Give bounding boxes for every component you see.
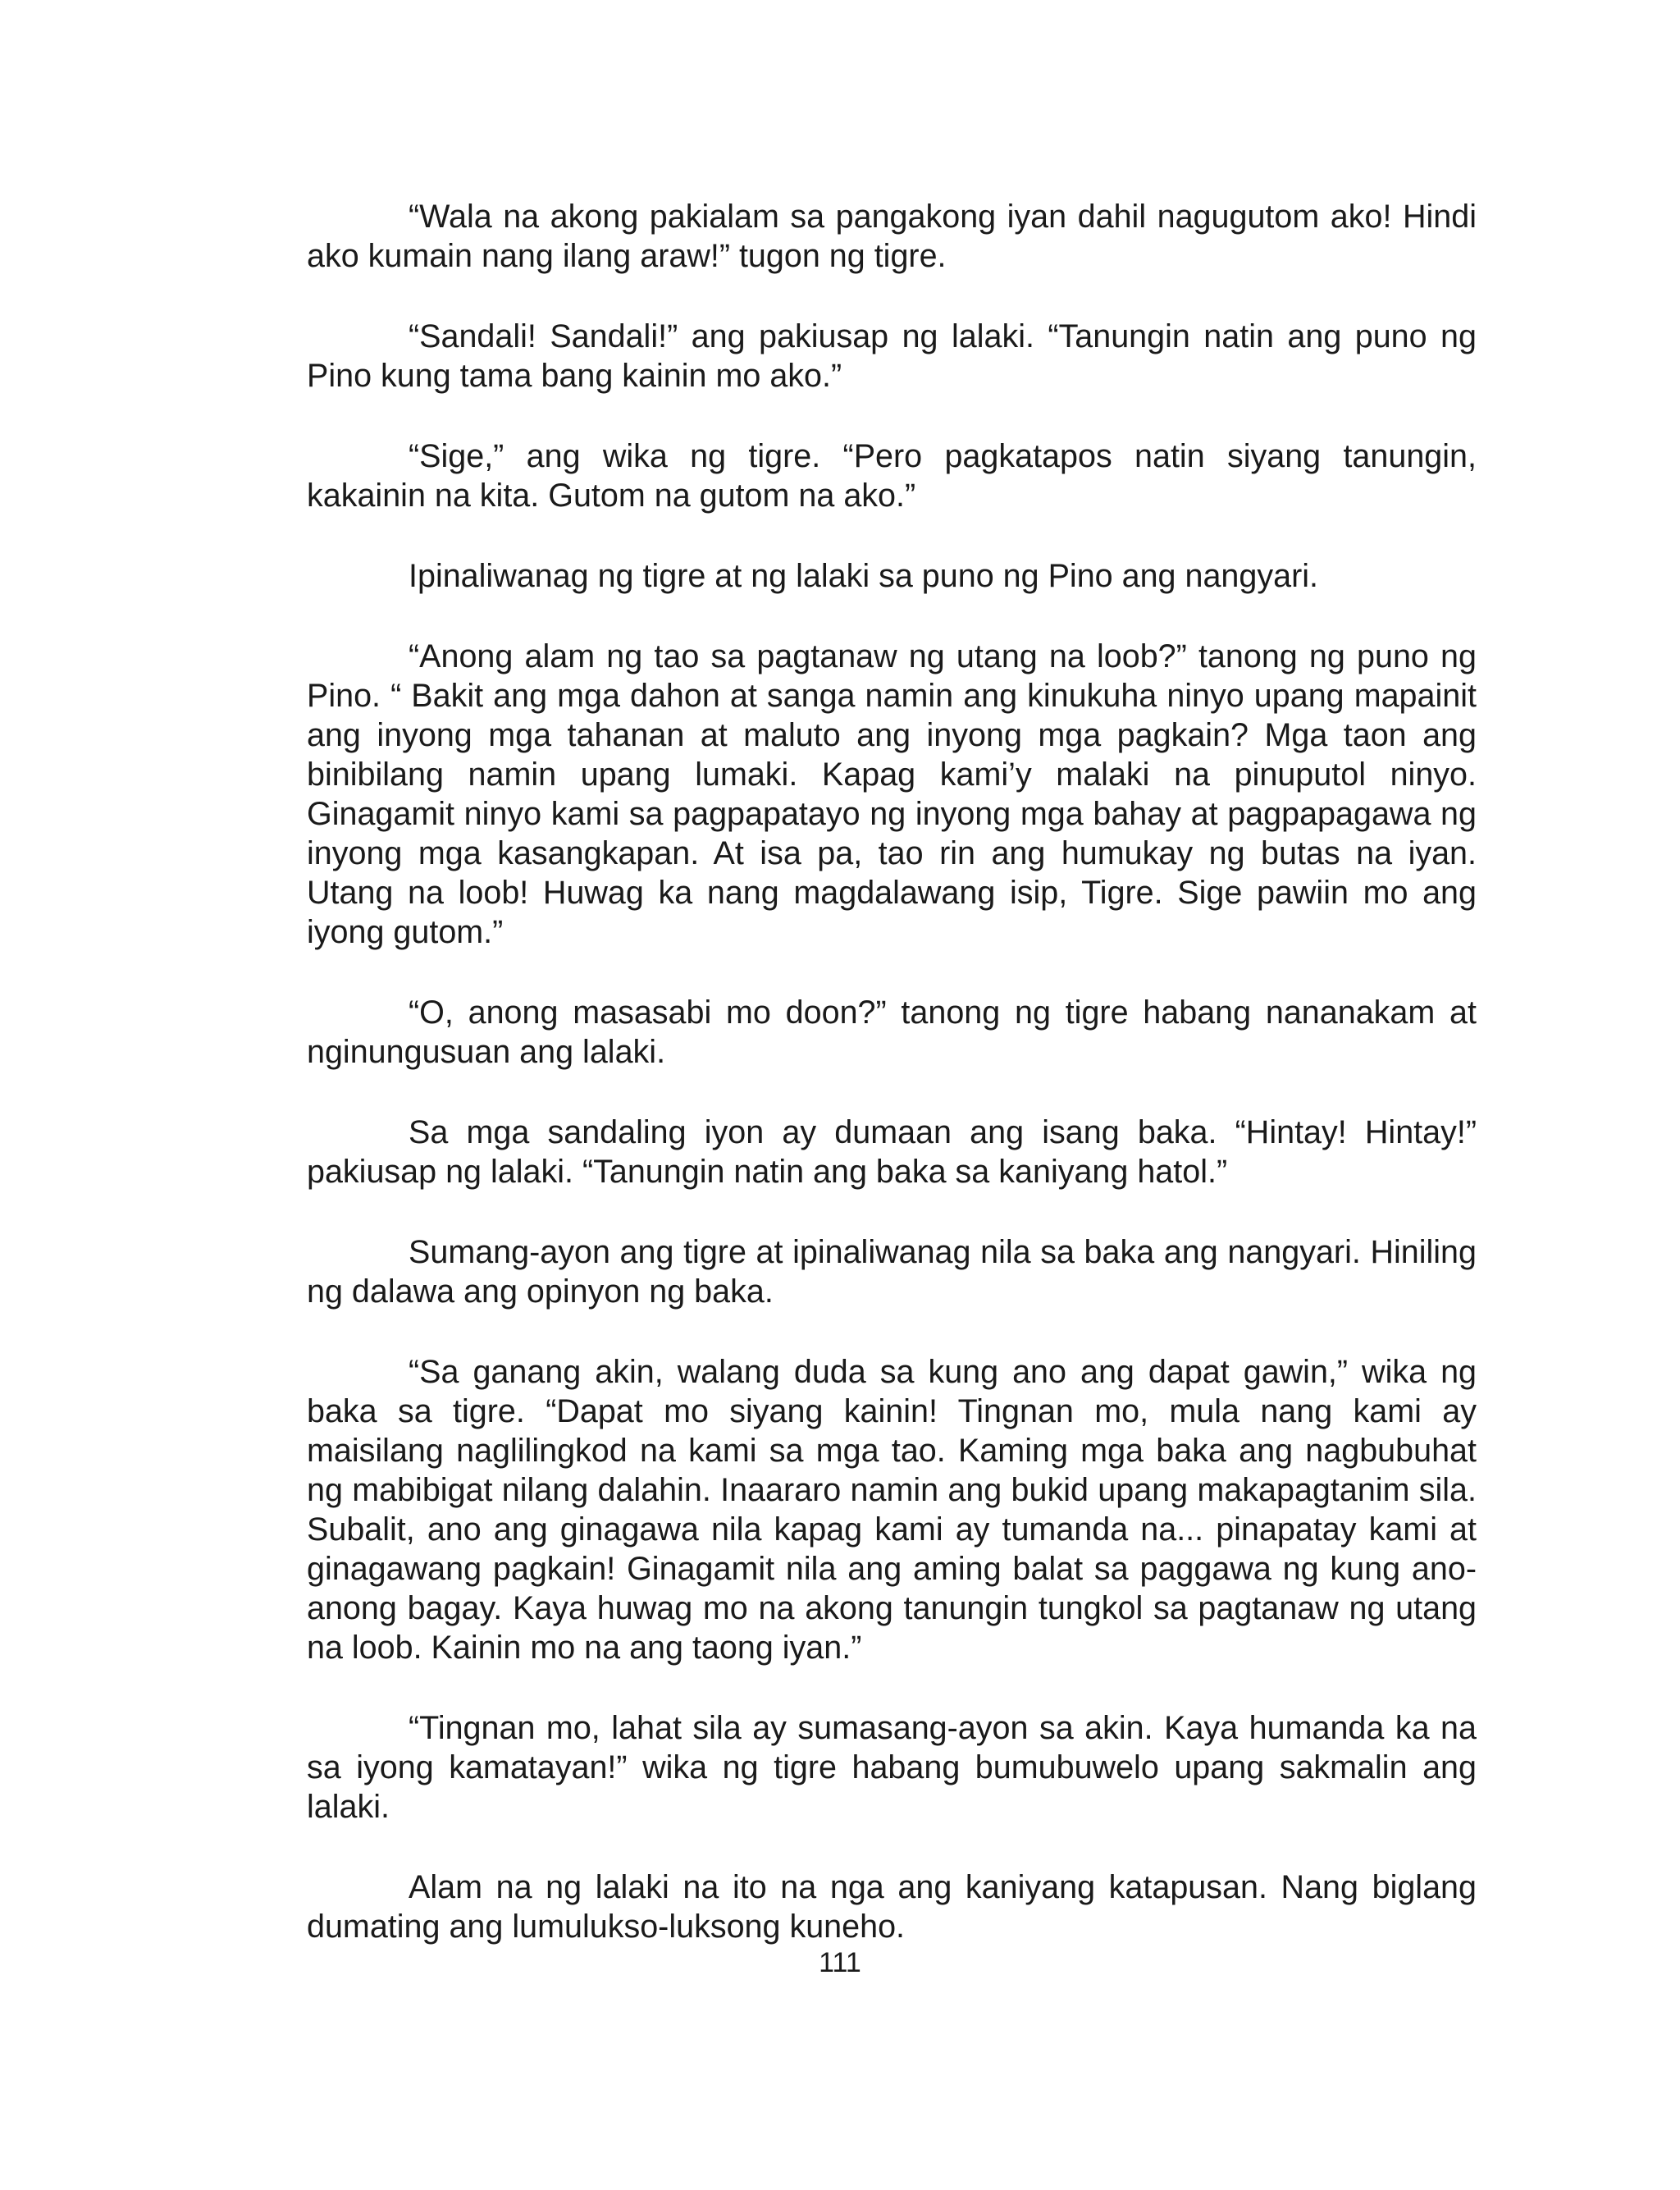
paragraph-7: Sa mga sandaling iyon ay dumaan ang isang baka. “Hintay! Hintay!” pakiusap ng lalaki. “Tanungin natin ang baka sa kaniyang hatol.” <box>307 1114 1477 1190</box>
paragraph-10: “Tingnan mo, lahat sila ay sumasang-ayon sa akin. Kaya humanda ka na sa iyong kamatayan!” wika ng tigre habang bumubuwelo upang sakmalin ang lalaki. <box>307 1710 1477 1825</box>
body-text <box>307 197 1477 1946</box>
paragraph-5: “Anong alam ng tao sa pagtanaw ng utang na loob?” tanong ng puno ng Pino. “ Bakit ang mga dahon at sanga namin ang kinukuha ninyo upang mapainit ang inyong mga tahanan at maluto ang inyong mga pagkain? Mga taon ang binibilang namin upang lumaki. Kapag kami’y malaki na pinuputol ninyo. Ginagamit ninyo kami sa pagpapatayo ng inyong mga bahay at pagpapagawa ng inyong mga kasangkapan. At isa pa, tao rin ang humukay ng butas na iyan. Utang na loob! Huwag ka nang magdalawang isip, Tigre. Sige pawiin mo ang iyong gutom.” <box>307 638 1477 950</box>
page-number: 111 <box>819 1947 861 1978</box>
paragraph-1: “Wala na akong pakialam sa pangakong iyan dahil nagugutom ako! Hindi ako kumain nang ilang araw!” tugon ng tigre. <box>307 199 1477 274</box>
paragraph-11: Alam na ng lalaki na ito na nga ang kaniyang katapusan. Nang biglang dumating ang lumulukso-luksong kuneho. <box>307 1869 1477 1945</box>
paragraph-8: Sumang-ayon ang tigre at ipinaliwanag nila sa baka ang nangyari. Hiniling ng dalawa ang opinyon ng baka. <box>307 1234 1477 1310</box>
paragraph-4: Ipinaliwanag ng tigre at ng lalaki sa puno ng Pino ang nangyari. <box>409 558 1318 594</box>
paragraph-6: “O, anong masasabi mo doon?” tanong ng tigre habang nananakam at nginungusuan ang lalaki. <box>307 994 1477 1070</box>
paragraph-3: “Sige,” ang wika ng tigre. “Pero pagkatapos natin siyang tanungin, kakainin na kita. Gutom na gutom na ako.” <box>307 438 1477 514</box>
paragraph-9: “Sa ganang akin, walang duda sa kung ano ang dapat gawin,” wika ng baka sa tigre. “Dapat mo siyang kainin! Tingnan mo, mula nang kami ay maisilang naglilingkod na kami sa mga tao. Kaming mga baka ang nagbubuhat ng mabibigat nilang dalahin. Inaararo namin ang bukid upang makapagtanim sila. Subalit, ano ang ginagawa nila kapag kami ay tumanda na... pinapatay kami at ginagawang pagkain! Ginagamit nila ang aming balat sa paggawa ng kung ano-anong bagay. Kaya huwag mo na akong tanungin tungkol sa pagtanaw ng utang na loob. Kainin mo na ang taong iyan.” <box>307 1354 1477 1666</box>
paragraph-2: “Sandali! Sandali!” ang pakiusap ng lalaki. “Tanungin natin ang puno ng Pino kung tama bang kainin mo ako.” <box>307 318 1477 394</box>
